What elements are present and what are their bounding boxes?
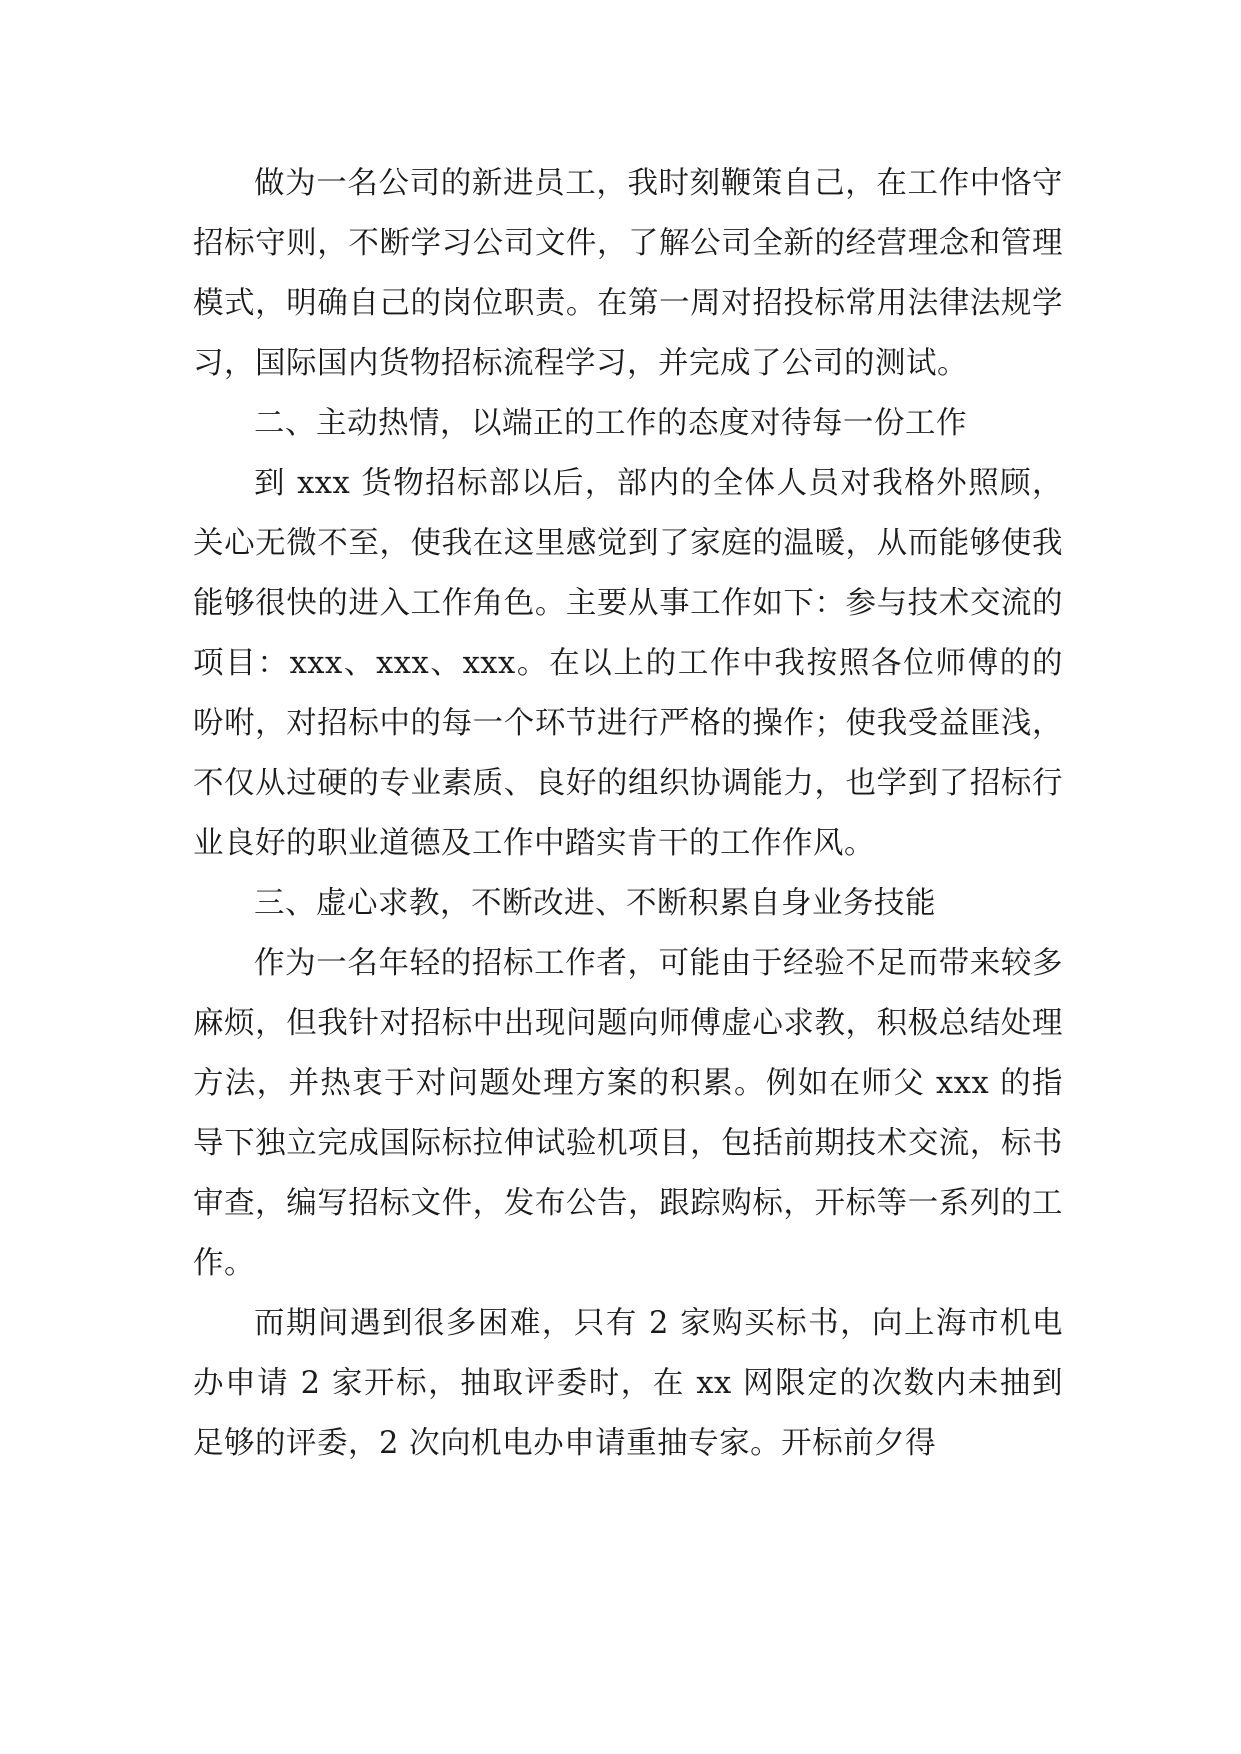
section-heading-3: 三、虚心求教，不断改进、不断积累自身业务技能 [254,886,936,921]
paragraph-difficulties: 而期间遇到很多困难，只有 2 家购买标书，向上海市机电办申请 2 家开标，抽取评委时，在 xx 网限定的次数内未抽到足够的评委，2 次向机电办申请重抽专家。开标前夕得 [193,1306,1063,1461]
paragraph-learning: 作为一名年轻的招标工作者，可能由于经验不足而带来较多麻烦，但我针对招标中出现问题向师傅虚心求教，积极总结处理方法，并热衷于对问题处理方案的积累。例如在师父 xxx 的指导下独立完成国际标拉伸试验机项目，包括前期技术交流，标书审查，编写招标文件，发布公告，跟踪购标，开标等一系列的工作。 [193,946,1063,1281]
document-body [193,154,1063,1474]
section-heading-2: 二、主动热情，以端正的工作的态度对待每一份工作 [254,406,967,441]
paragraph-orientation: 做为一名公司的新进员工，我时刻鞭策自己，在工作中恪守招标守则，不断学习公司文件，了解公司全新的经营理念和管理模式，明确自己的岗位职责。在第一周对招投标常用法律法规学习，国际国内货物招标流程学习，并完成了公司的测试。 [193,166,1063,381]
paragraph-department-work: 到 xxx 货物招标部以后，部内的全体人员对我格外照顾，关心无微不至，使我在这里感觉到了家庭的温暖，从而能够使我能够很快的进入工作角色。主要从事工作如下：参与技术交流的项目：xxx、xxx、xxx。在以上的工作中我按照各位师傅的的吩咐，对招标中的每一个环节进行严格的操作；使我受益匪浅，不仅从过硬的专业素质、良好的组织协调能力，也学到了招标行业良好的职业道德及工作中踏实肯干的工作作风。 [193,466,1063,861]
